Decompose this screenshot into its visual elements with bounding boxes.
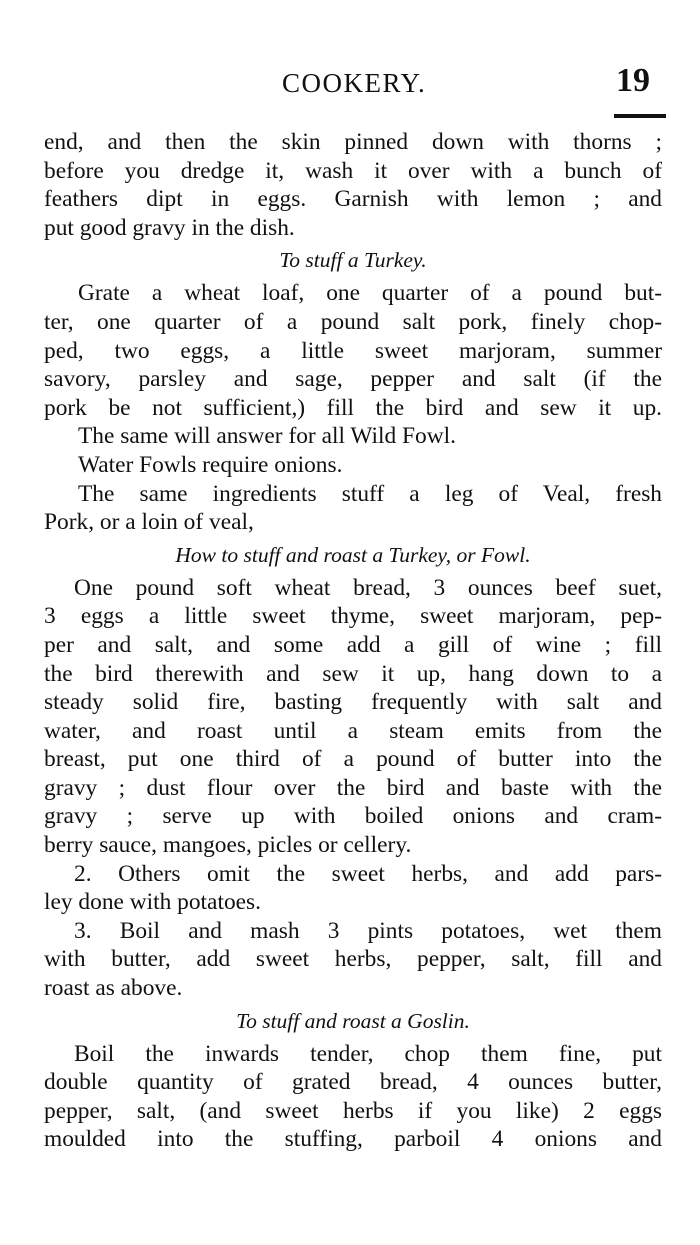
recipe-heading: To stuff a Turkey.	[279, 248, 427, 273]
text-line: steady solid fire, basting frequently with salt and	[44, 689, 662, 716]
text-line: the bird therewith and sew it up, hang down to a	[44, 660, 662, 687]
text-line: Boil the inwards tender, chop them fine, put	[74, 1040, 662, 1067]
text-line: 2. Others omit the sweet herbs, and add pars-	[74, 860, 662, 887]
recipe-stuff-roast-goslin	[44, 1040, 662, 1154]
text-line: Water Fowls require onions.	[78, 451, 343, 478]
text-line: with butter, add sweet herbs, pepper, salt, fill and	[44, 946, 662, 973]
text-line: ley done with potatoes.	[44, 889, 261, 916]
text-line: per and salt, and some add a gill of wine ; fill	[44, 631, 662, 658]
text-line: gravy ; dust flour over the bird and baste with the	[44, 774, 662, 801]
text-line: water, and roast until a steam emits from the	[44, 717, 662, 744]
running-head: COOKERY.	[282, 68, 427, 98]
text-line: berry sauce, mangoes, picles or cellery.	[44, 832, 412, 859]
continuation-paragraph	[44, 128, 662, 242]
text-line: double quantity of grated bread, 4 ounces butter,	[44, 1069, 662, 1096]
text-line: Grate a wheat loaf, one quarter of a pound but-	[78, 280, 662, 307]
text-line: 3 eggs a little sweet thyme, sweet marjoram, pep-	[44, 603, 662, 630]
text-line: pork be not sufficient,) fill the bird and sew it up.	[44, 394, 662, 421]
text-line: end, and then the skin pinned down with thorns ;	[44, 129, 662, 155]
text-line: roast as above.	[44, 975, 183, 1002]
text-line: 3. Boil and mash 3 pints potatoes, wet them	[74, 917, 662, 944]
text-line: ped, two eggs, a little sweet marjoram, summer	[44, 337, 662, 364]
text-line: Pork, or a loin of veal,	[44, 509, 254, 536]
text-line: moulded into the stuffing, parboil 4 onions and	[44, 1126, 662, 1153]
page-header	[0, 62, 700, 106]
recipe-heading: To stuff and roast a Goslin.	[236, 1008, 470, 1033]
recipe-stuff-turkey	[44, 279, 662, 536]
recipe-stuff-roast-turkey	[44, 574, 662, 1003]
text-line: One pound soft wheat bread, 3 ounces beef suet,	[74, 574, 662, 601]
text-line: ter, one quarter of a pound salt pork, finely chop-	[44, 308, 662, 335]
text-line: gravy ; serve up with boiled onions and cram-	[44, 803, 662, 830]
header-rule	[614, 114, 666, 118]
text-line: The same will answer for all Wild Fowl.	[78, 423, 456, 450]
text-line: The same ingredients stuff a leg of Veal, fresh	[78, 480, 662, 507]
page-number: 19	[616, 62, 650, 99]
text-line: put good gravy in the dish.	[44, 214, 295, 241]
recipe-heading: How to stuff and roast a Turkey, or Fowl.	[175, 542, 531, 567]
text-line: before you dredge it, wash it over with a bunch of	[44, 157, 662, 184]
text-line: pepper, salt, (and sweet herbs if you like) 2 eggs	[44, 1097, 662, 1124]
text-line: breast, put one third of a pound of butter into the	[44, 746, 662, 773]
text-line: feathers dipt in eggs. Garnish with lemon ; and	[44, 186, 662, 213]
text-line: savory, parsley and sage, pepper and salt (if the	[44, 366, 662, 393]
page-body	[44, 128, 662, 1154]
